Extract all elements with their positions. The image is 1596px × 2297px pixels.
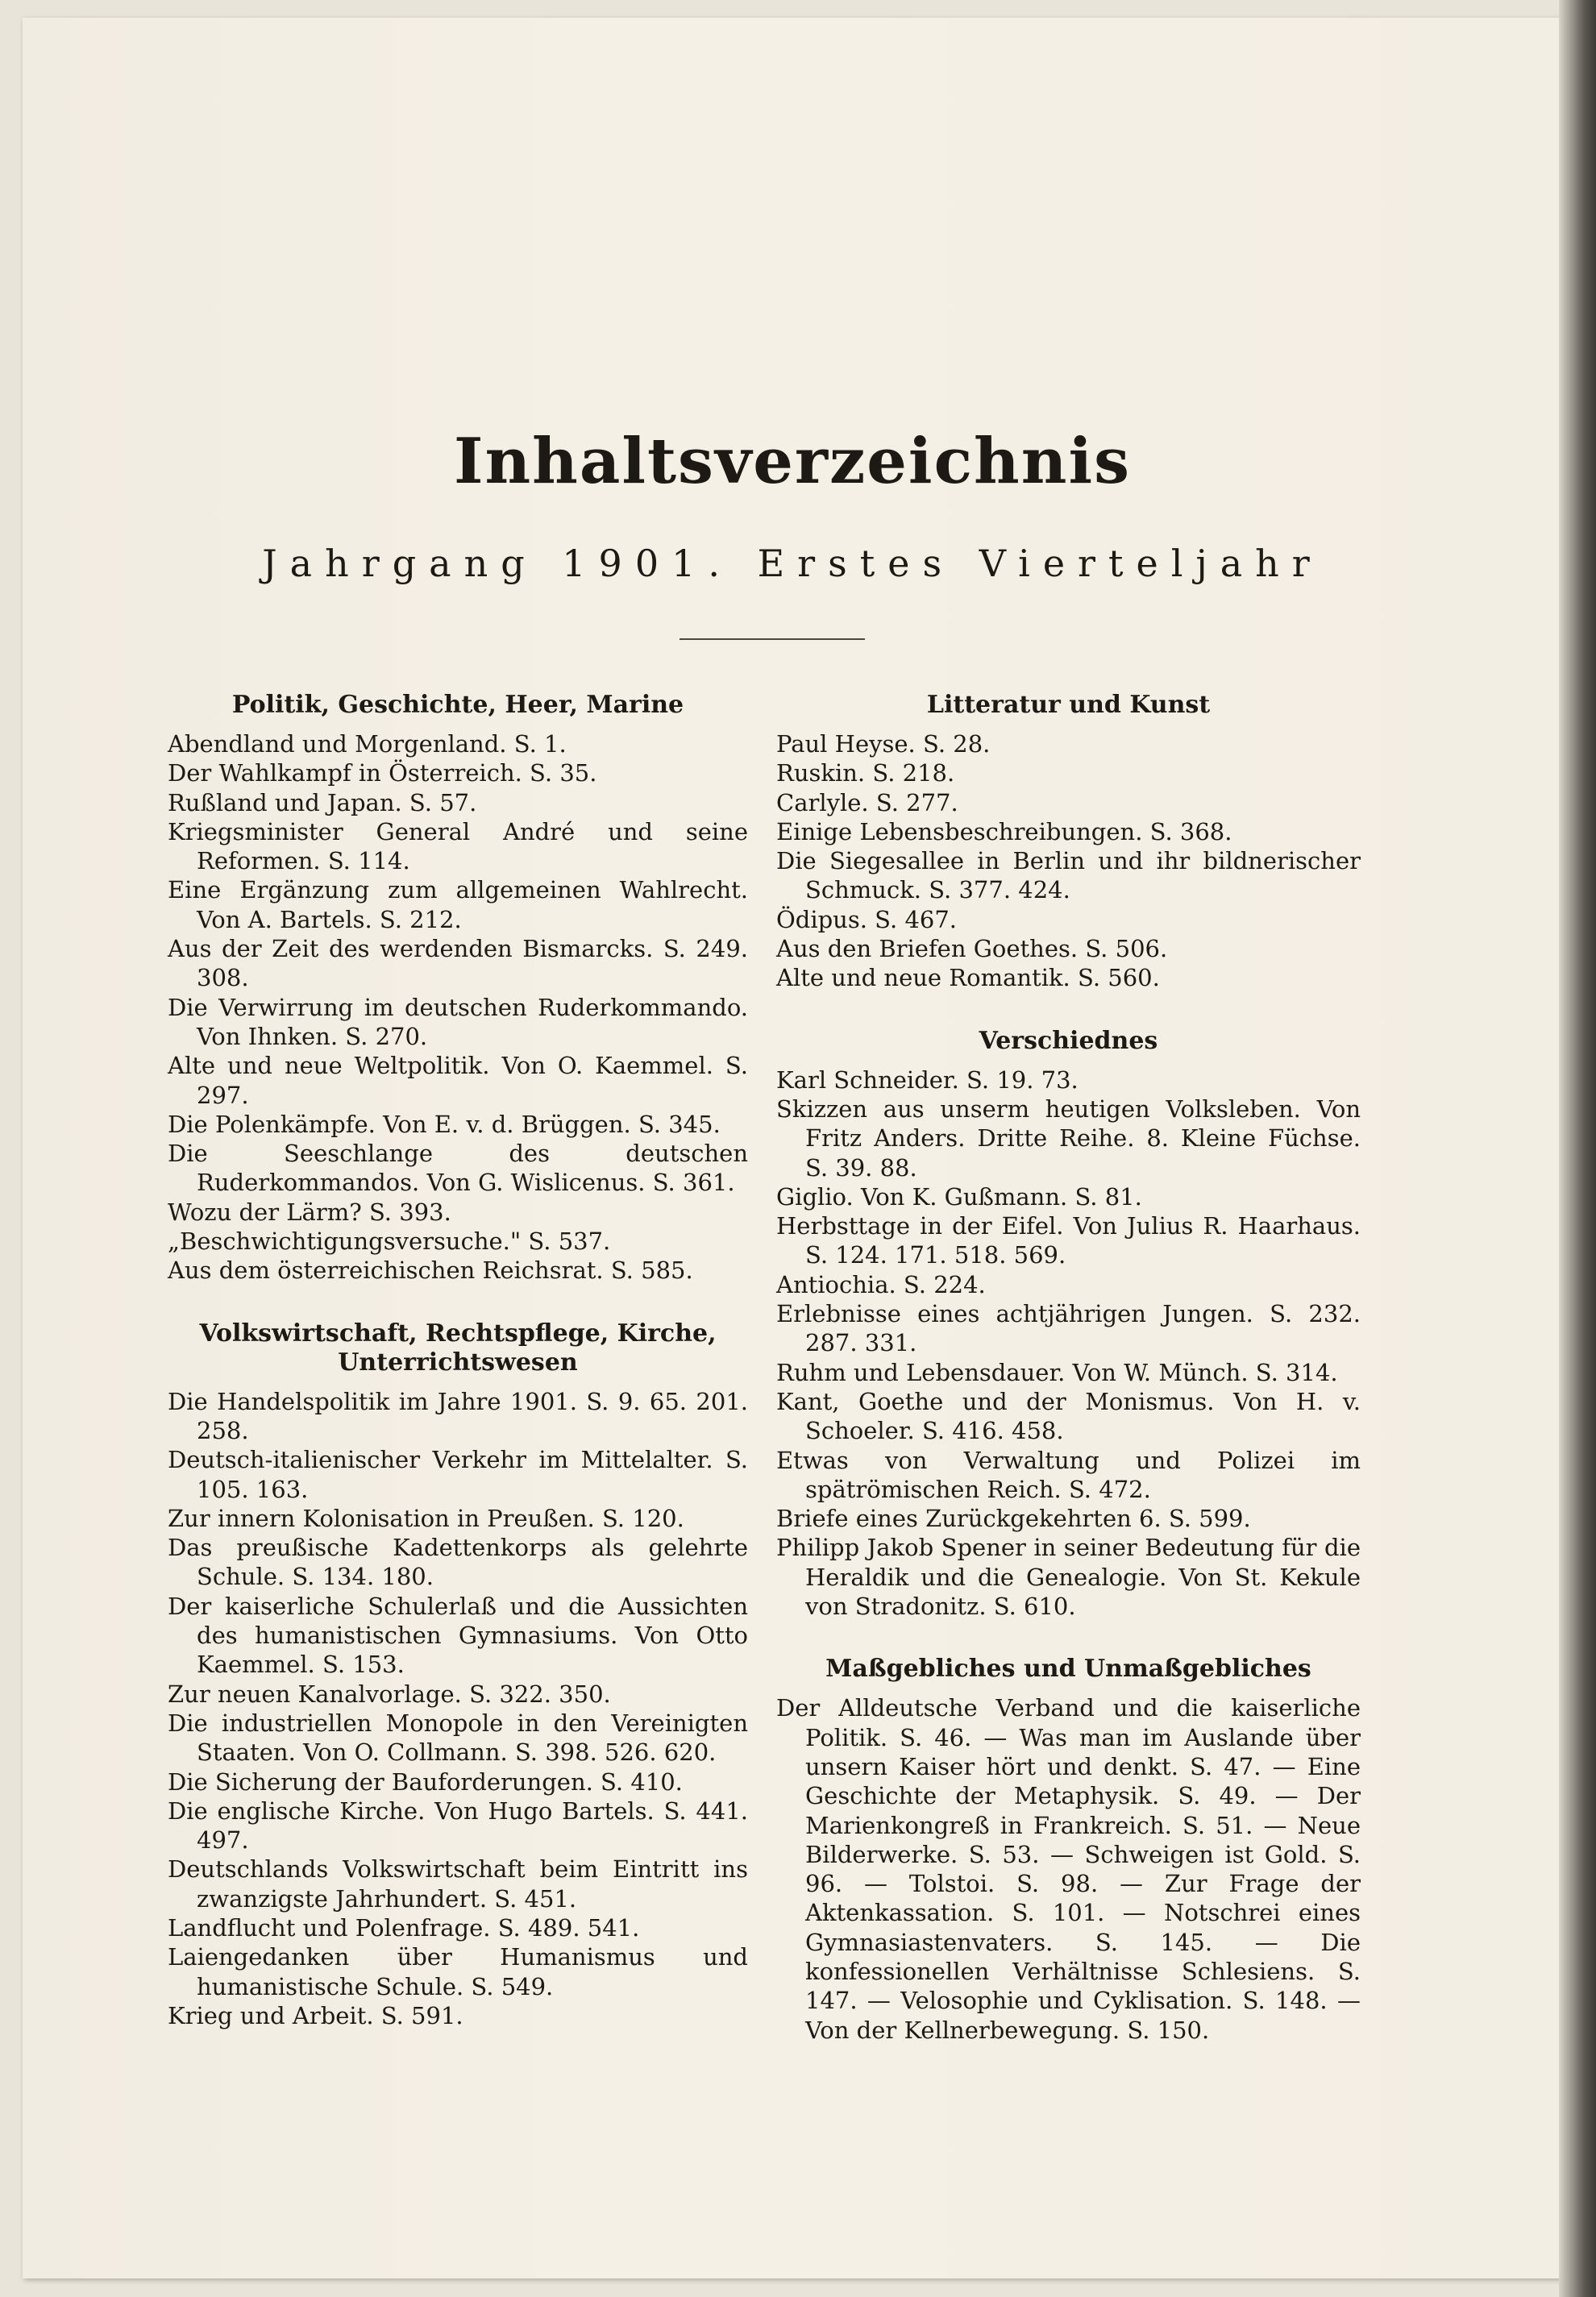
toc-entry: Kriegsminister General André und seine Reformen. S. 114.: [168, 817, 748, 875]
right-column: [776, 691, 1361, 2045]
toc-entry: Etwas von Verwaltung und Polizei im spätrömischen Reich. S. 472.: [776, 1446, 1361, 1503]
toc-entry: Ruskin. S. 218.: [776, 759, 955, 787]
toc-entry: Die Handelspolitik im Jahre 1901. S. 9. 65. 201. 258.: [168, 1387, 748, 1444]
toc-entry: Deutsch-italienischer Verkehr im Mittelalter. S. 105. 163.: [168, 1446, 748, 1503]
section-heading: Litteratur und Kunst: [926, 691, 1211, 719]
toc-entry: Einige Lebensbeschreibungen. S. 368.: [776, 817, 1232, 845]
toc-entry: Carlyle. S. 277.: [776, 788, 958, 816]
toc-entry: Die englische Kirche. Von Hugo Bartels. S. 441. 497.: [168, 1796, 748, 1855]
toc-entry: Zur innern Kolonisation in Preußen. S. 120.: [168, 1504, 684, 1532]
toc-entry: Skizzen aus unserm heutigen Volksleben. Von Fritz Anders. Dritte Reihe. 8. Kleine Füchse. S. 39. 88.: [776, 1095, 1361, 1182]
toc-entry: Philipp Jakob Spener in seiner Bedeutung für die Heraldik und die Genealogie. Von St. Kekule von Stradonitz. S. 610.: [776, 1534, 1361, 1621]
section-heading: Politik, Geschichte, Heer, Marine: [231, 691, 684, 719]
toc-entry: Die Sicherung der Bauforderungen. S. 410.: [168, 1767, 683, 1796]
toc-entry: Wozu der Lärm? S. 393.: [168, 1198, 451, 1226]
toc-entry: Aus den Briefen Goethes. S. 506.: [776, 935, 1168, 963]
left-column: [168, 691, 748, 2030]
toc-entry: „Beschwichtigungsversuche." S. 537.: [168, 1227, 611, 1256]
toc-entry: Ödipus. S. 467.: [776, 905, 958, 933]
section-heading: Maßgebliches und Unmaßgebliches: [825, 1655, 1311, 1684]
toc-entry: Aus der Zeit des werdenden Bismarcks. S. 249. 308.: [168, 935, 748, 992]
title-divider: [680, 638, 865, 640]
toc-entry: Krieg und Arbeit. S. 591.: [168, 2001, 463, 2029]
toc-entry: Der kaiserliche Schulerlaß und die Aussichten des humanistischen Gymnasiums. Von Otto Kaemmel. S. 153.: [168, 1592, 748, 1679]
toc-entry: Abendland und Morgenland. S. 1.: [168, 730, 567, 758]
toc-entry: Rußland und Japan. S. 57.: [168, 788, 477, 816]
toc-entry: Aus dem österreichischen Reichsrat. S. 585.: [168, 1256, 693, 1285]
toc-entry: Laiengedanken über Humanismus und humanistische Schule. S. 549.: [168, 1943, 748, 2000]
book-spine-edge: [1559, 0, 1596, 2297]
section-heading: Volkswirtschaft, Rechtspflege, Kirche, Unterrichtswesen: [199, 1319, 717, 1377]
toc-entry: Die Polenkämpfe. Von E. v. d. Brüggen. S. 345.: [168, 1110, 721, 1138]
toc-entry: Giglio. Von K. Gußmann. S. 81.: [776, 1182, 1142, 1211]
page-subtitle: Jahrgang 1901. Erstes Vierteljahr: [262, 542, 1323, 585]
toc-entry: Eine Ergänzung zum allgemeinen Wahlrecht. Von A. Bartels. S. 212.: [168, 876, 748, 933]
toc-entry: Antiochia. S. 224.: [776, 1270, 986, 1298]
toc-entry: Karl Schneider. S. 19. 73.: [776, 1065, 1079, 1094]
toc-entry: Herbsttage in der Eifel. Von Julius R. Haarhaus. S. 124. 171. 518. 569.: [776, 1212, 1361, 1269]
toc-entry: Briefe eines Zurückgekehrten 6. S. 599.: [776, 1505, 1251, 1533]
toc-entry: Das preußische Kadettenkorps als gelehrte Schule. S. 134. 180.: [168, 1534, 748, 1591]
page-title: Inhaltsverzeichnis: [453, 425, 1132, 498]
document-page: [23, 18, 1562, 2278]
toc-entry: Paul Heyse. S. 28.: [776, 730, 991, 758]
toc-entry: Alte und neue Weltpolitik. Von O. Kaemmel. S. 297.: [168, 1052, 748, 1109]
toc-entry: Alte und neue Romantik. S. 560.: [776, 964, 1160, 992]
toc-entry: Zur neuen Kanalvorlage. S. 322. 350.: [168, 1680, 611, 1708]
toc-entry: Die industriellen Monopole in den Vereinigten Staaten. Von O. Collmann. S. 398. 526. 620.: [168, 1709, 748, 1767]
toc-entry: Ruhm und Lebensdauer. Von W. Münch. S. 314.: [776, 1358, 1338, 1386]
toc-entry: Der Alldeutsche Verband und die kaiserliche Politik. S. 46. — Was man im Auslande über unsern Kaiser hört und denkt. S. 47. — Eine Geschichte der Metaphysik. S. 49. — Der Marienkongreß in Frankreich. S. 51. — Neue Bilderwerke. S. 53. — Schweigen ist Gold. S. 96. — Tolstoi. S. 98. — Zur Frage der Aktenkassation. S. 101. — Notschrei eines Gymnasiastenvaters. S. 145. — Die konfessionellen Verhältnisse Schlesiens. S. 147. — Velosophie und Cyklisation. S. 148. — Von der Kellnerbewegung. S. 150.: [776, 1694, 1361, 2044]
toc-entry: Der Wahlkampf in Österreich. S. 35.: [168, 759, 597, 787]
toc-entry: Die Siegesallee in Berlin und ihr bildnerischer Schmuck. S. 377. 424.: [776, 847, 1361, 904]
toc-entry: Deutschlands Volkswirtschaft beim Eintritt ins zwanzigste Jahrhundert. S. 451.: [168, 1855, 748, 1913]
toc-entry: Die Seeschlange des deutschen Ruderkommandos. Von G. Wislicenus. S. 361.: [168, 1140, 748, 1197]
toc-entry: Erlebnisse eines achtjährigen Jungen. S. 232. 287. 331.: [776, 1300, 1361, 1357]
toc-entry: Kant, Goethe und der Monismus. Von H. v. Schoeler. S. 416. 458.: [776, 1387, 1361, 1445]
section-heading: Verschiednes: [979, 1026, 1158, 1055]
toc-entry: Die Verwirrung im deutschen Ruderkommando. Von Ihnken. S. 270.: [168, 993, 748, 1050]
toc-entry: Landflucht und Polenfrage. S. 489. 541.: [168, 1913, 640, 1942]
